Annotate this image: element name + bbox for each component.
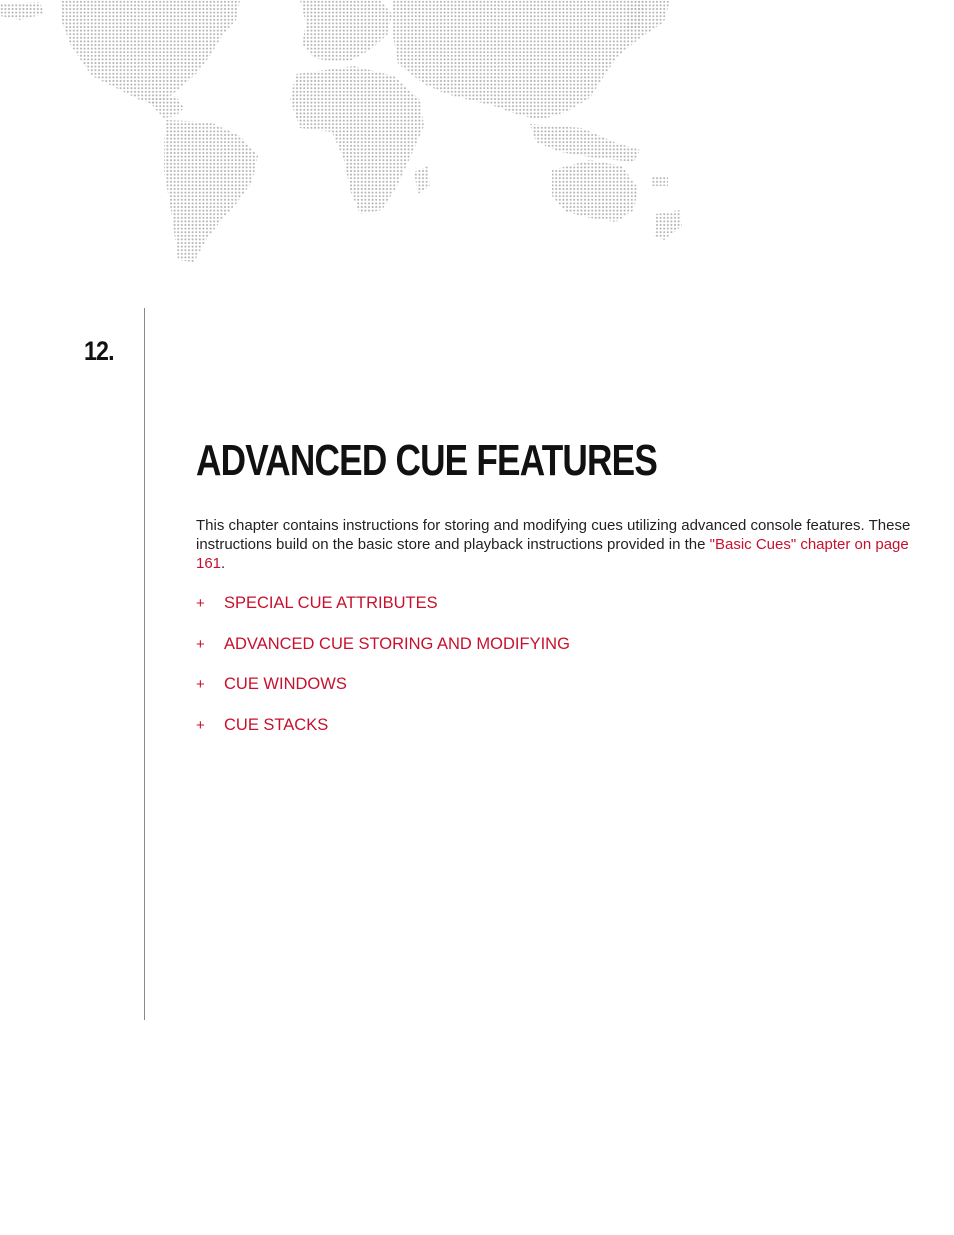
intro-text: This chapter contains instructions for storing and modifying cues utilizing advanced console features. These instructions build on the basic store and playback instructions provided in the — [196, 517, 911, 553]
chapter-title: ADVANCED CUE FEATURES — [196, 436, 658, 485]
basic-cues-chapter-link[interactable]: "Basic Cues" chapter on page 161 — [196, 536, 909, 572]
chapter-divider-rule — [144, 308, 145, 1020]
topic-link-advanced-cue-storing[interactable]: ADVANCED CUE STORING AND MODIFYING — [224, 634, 570, 653]
plus-icon: + — [196, 595, 205, 612]
chapter-number: 12. — [84, 336, 114, 366]
plus-icon: + — [196, 635, 205, 653]
topic-link-special-cue-attributes[interactable]: SPECIAL CUE ATTRIBUTES — [224, 594, 438, 612]
intro-text-end: . — [221, 555, 226, 572]
world-map-dots-icon — [0, 0, 700, 270]
plus-icon: + — [196, 716, 205, 734]
plus-icon: + — [196, 676, 205, 693]
topic-link-cue-windows[interactable]: CUE WINDOWS — [224, 675, 347, 693]
chapter-intro-paragraph — [196, 516, 916, 573]
topic-link-cue-stacks[interactable]: CUE STACKS — [224, 715, 329, 734]
